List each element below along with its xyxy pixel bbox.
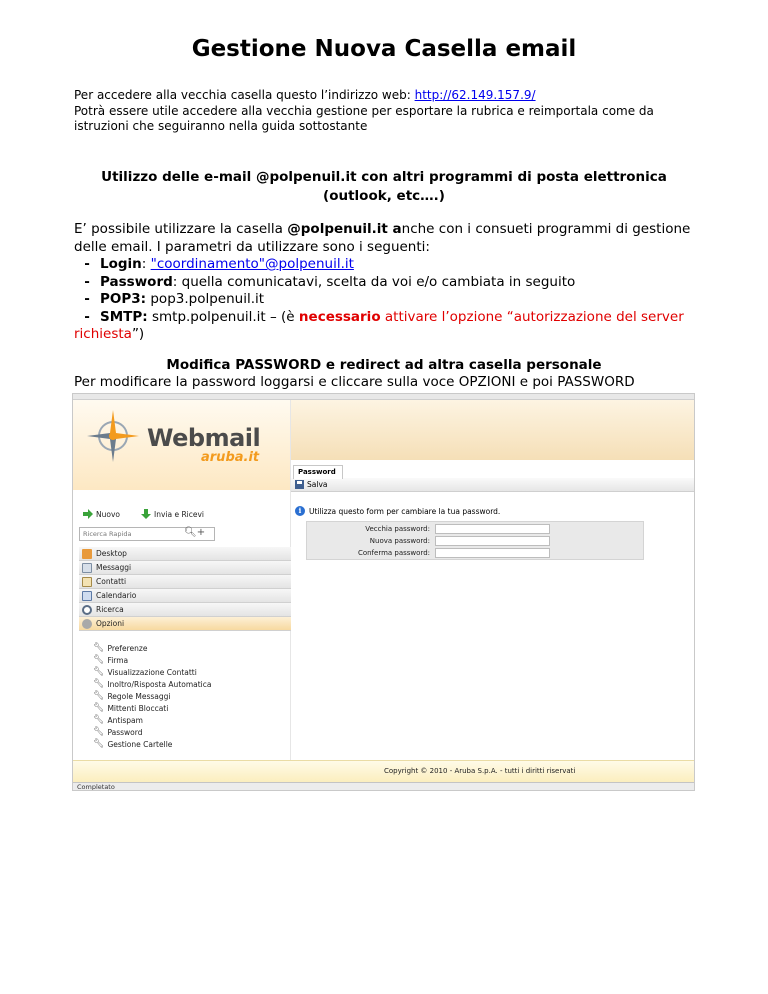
param-value: quella comunicatavi, scelta da voi e/o cambiata in seguito: [181, 273, 576, 290]
wrench-icon: 🔧︎: [93, 679, 105, 689]
info-message: [295, 506, 500, 516]
send-receive-label: Invia e Ricevi: [154, 509, 205, 519]
param-smtp: [74, 309, 714, 344]
option-label: Antispam: [107, 715, 143, 725]
webmail-screenshot: [72, 393, 695, 791]
dash: -: [84, 308, 90, 325]
auth-option-note: attivare l’opzione “autorizzazione del server richiesta: [74, 308, 684, 342]
required-note: necessario: [298, 308, 381, 325]
confirm-password-row: [307, 548, 645, 559]
browser-status-bar: Completato: [73, 782, 695, 791]
nav-desktop[interactable]: [79, 547, 291, 561]
option-signature[interactable]: [93, 655, 128, 665]
old-password-row: [307, 524, 645, 535]
option-antispam[interactable]: [93, 715, 143, 725]
param-label: Login: [100, 256, 142, 272]
wrench-icon: 🔧︎: [93, 727, 105, 737]
section2-description: Per modificare la password loggarsi e cliccare sulla voce OPZIONI e poi PASSWORD: [74, 374, 635, 390]
magnifier-icon: [82, 605, 92, 615]
new-password-label: Nuova password:: [369, 537, 430, 545]
password-form: [306, 521, 644, 560]
option-label: Preferenze: [107, 643, 148, 653]
document-title: Gestione Nuova Casella email: [191, 36, 577, 62]
save-button[interactable]: [295, 480, 327, 489]
p1-prefix: E’ possibile utilizzare la casella: [74, 221, 288, 237]
option-label: Firma: [107, 655, 129, 665]
dash: -: [84, 291, 90, 307]
webmail-logo-text: Webmail: [147, 424, 261, 452]
login-email-link[interactable]: "coordinamento"@polpenuil.it: [150, 256, 354, 272]
p1-domain: @polpenuil.it a: [287, 221, 402, 237]
intro-line2: Potrà essere utile accedere alla vecchia gestione per esportare la rubrica e reimportala come da: [74, 103, 654, 118]
param-label: POP3:: [100, 291, 147, 307]
aruba-logo-text: aruba.it: [201, 450, 260, 465]
new-password-row: [307, 536, 645, 547]
new-arrow-icon: [83, 509, 93, 519]
section2-heading: Modifica PASSWORD e redirect ad altra casella personale: [166, 357, 602, 373]
option-forward-autoreply[interactable]: [93, 679, 212, 689]
dash: -: [84, 256, 90, 272]
floppy-icon: [295, 480, 304, 489]
compass-logo-icon: [85, 408, 141, 464]
section1-body: [74, 221, 714, 344]
option-folder-management[interactable]: [93, 739, 172, 749]
nav-contacts[interactable]: [79, 575, 291, 589]
param-label: Password: [100, 273, 173, 290]
wrench-icon: 🔧︎: [93, 703, 105, 713]
search-icon[interactable]: 🔍︎+: [184, 527, 206, 538]
param-value: pop3.polpenuil.it: [150, 291, 265, 307]
confirm-password-input[interactable]: [435, 548, 550, 558]
param-login: [74, 256, 714, 274]
option-label: Mittenti Bloccati: [107, 703, 169, 713]
param-sep: :: [172, 273, 182, 290]
nav-label: Messaggi: [96, 563, 132, 572]
param-value: smtp.polpenuil.it – (è: [151, 308, 299, 325]
option-preferences[interactable]: [93, 643, 147, 653]
option-label: Visualizzazione Contatti: [107, 667, 197, 677]
old-mailbox-link[interactable]: http://62.149.157.9/: [414, 88, 536, 102]
nav-options[interactable]: [79, 617, 291, 631]
param-label: SMTP:: [100, 308, 148, 325]
section1-heading-line1: Utilizzo delle e-mail @polpenuil.it con altri programmi di posta elettronica: [101, 169, 667, 185]
send-receive-arrow-icon: [141, 509, 151, 519]
param-sep: :: [141, 256, 151, 272]
option-contacts-view[interactable]: [93, 667, 197, 677]
confirm-password-label: Conferma password:: [357, 549, 430, 557]
new-message-button[interactable]: [83, 509, 120, 519]
intro-line3: istruzioni che seguiranno nella guida sottostante: [74, 119, 368, 133]
copyright-text: Copyright © 2010 - Aruba S.p.A. - tutti i diritti riservati: [384, 767, 576, 775]
option-label: Gestione Cartelle: [107, 739, 173, 749]
info-text: Utilizza questo form per cambiare la tua password.: [309, 506, 501, 516]
old-password-label: Vecchia password:: [365, 525, 430, 533]
info-icon: i: [295, 506, 305, 516]
gear-icon: [82, 619, 92, 629]
home-icon: [82, 549, 92, 559]
section1-heading: [74, 168, 694, 206]
wrench-icon: 🔧︎: [93, 643, 105, 653]
smtp-tail: ”): [131, 326, 145, 342]
option-blocked-senders[interactable]: [93, 703, 168, 713]
nav-messages[interactable]: [79, 561, 291, 575]
calendar-icon: [82, 591, 92, 601]
option-message-rules[interactable]: [93, 691, 170, 701]
intro-paragraph: [74, 88, 714, 135]
envelope-icon: [82, 563, 92, 573]
option-label: Password: [107, 727, 143, 737]
nav-label: Calendario: [96, 591, 137, 600]
header-band: [291, 400, 695, 460]
param-pop3: [74, 291, 714, 309]
tab-password[interactable]: Password: [293, 465, 343, 479]
quick-search-input[interactable]: Ricerca Rapida: [79, 527, 215, 541]
wrench-icon: 🔧︎: [93, 667, 105, 677]
param-password: [74, 274, 714, 292]
address-book-icon: [82, 577, 92, 587]
nav-label: Ricerca: [96, 605, 124, 614]
option-password[interactable]: [93, 727, 142, 737]
new-label: Nuovo: [96, 509, 120, 519]
old-password-input[interactable]: [435, 524, 550, 534]
section1-heading-line2: (outlook, etc….): [323, 188, 445, 204]
nav-label: Contatti: [96, 577, 127, 586]
wrench-icon: 🔧︎: [93, 655, 105, 665]
option-label: Regole Messaggi: [107, 691, 171, 701]
option-label: Inoltro/Risposta Automatica: [107, 679, 212, 689]
wrench-icon: 🔧︎: [93, 691, 105, 701]
p1-suffix: nche con i consueti programmi di gestione delle email. I parametri da utilizzare sono i seguenti:: [74, 221, 691, 255]
nav-label: Desktop: [96, 549, 127, 558]
toolbar-strip: [291, 478, 695, 492]
save-label: Salva: [307, 480, 328, 489]
send-receive-button[interactable]: [141, 509, 204, 519]
dash: -: [84, 273, 90, 290]
nav-search[interactable]: [79, 603, 291, 617]
nav-label: Opzioni: [96, 619, 125, 628]
wrench-icon: 🔧︎: [93, 739, 105, 749]
intro-line1: Per accedere alla vecchia casella questo l’indirizzo web:: [74, 88, 415, 102]
nav-calendar[interactable]: [79, 589, 291, 603]
new-password-input[interactable]: [435, 536, 550, 546]
wrench-icon: 🔧︎: [93, 715, 105, 725]
